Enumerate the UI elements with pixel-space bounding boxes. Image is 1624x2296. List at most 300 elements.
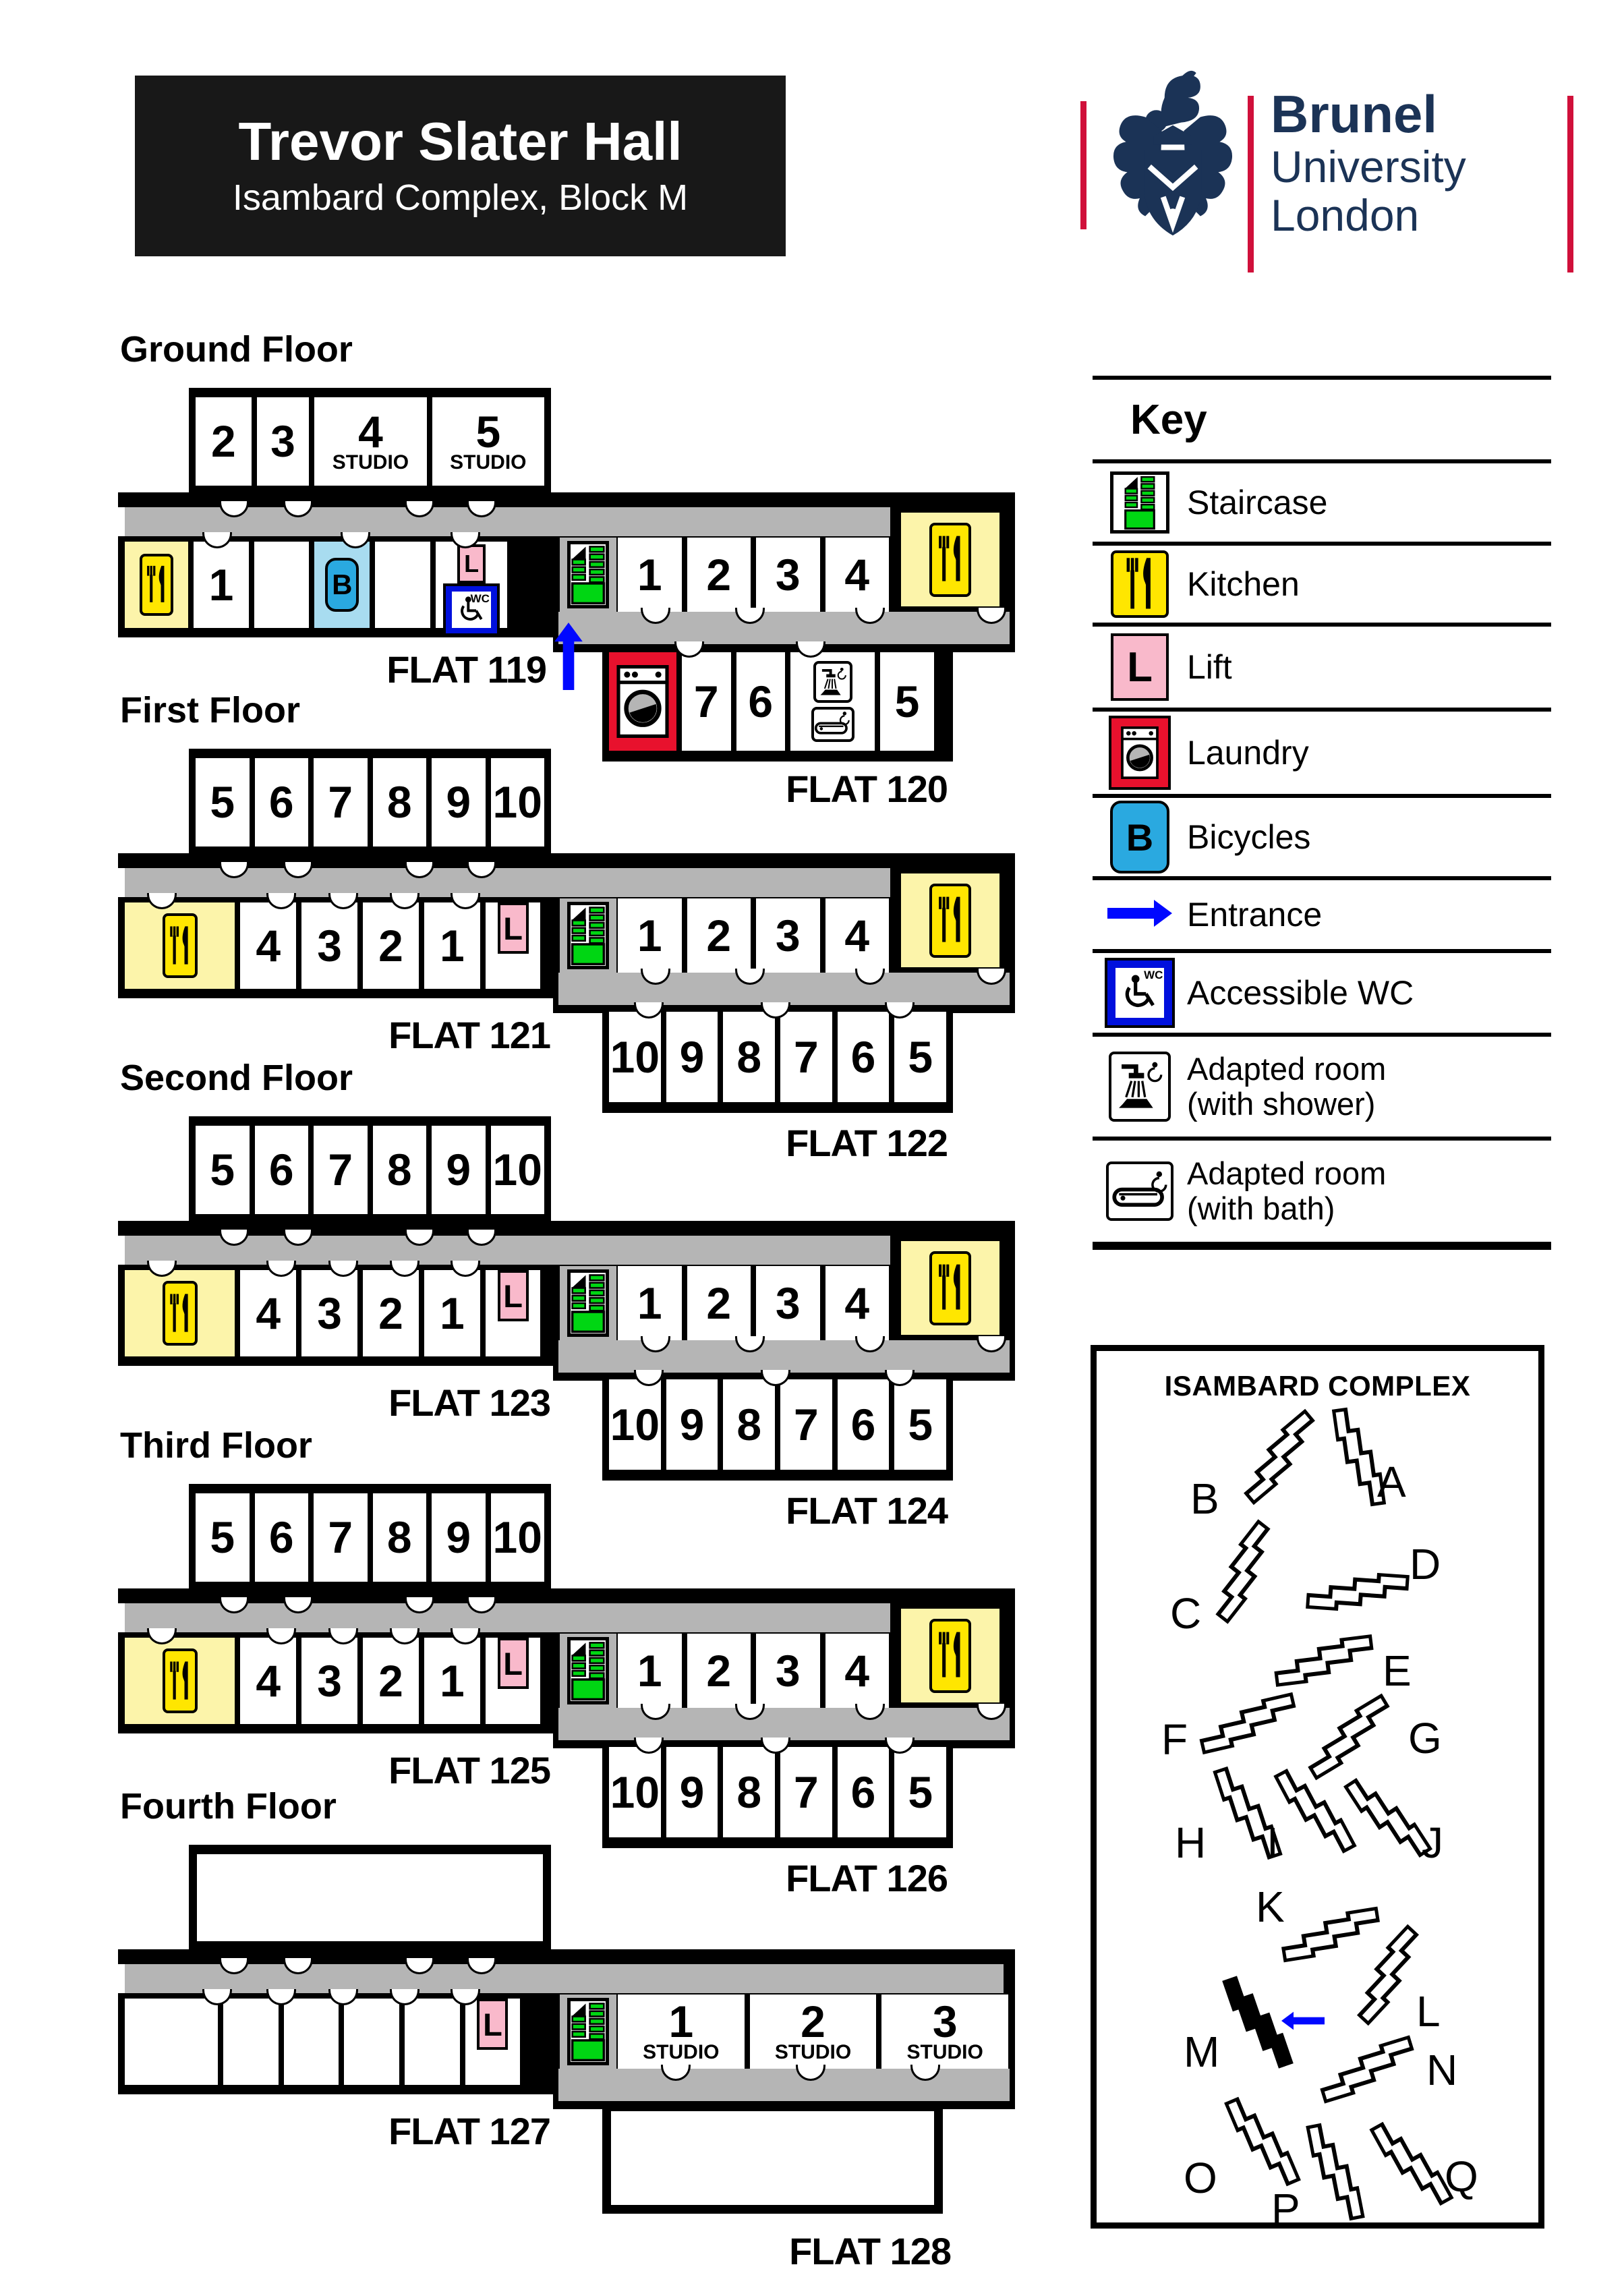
room-2 bbox=[750, 1994, 877, 2069]
wc-text: WC bbox=[1144, 968, 1163, 981]
room-type-label: STUDIO bbox=[332, 451, 409, 473]
room-number: 5 bbox=[210, 1512, 235, 1563]
room-number: 2 bbox=[706, 1278, 732, 1328]
room-6 bbox=[838, 1747, 890, 1837]
kitchen-icon bbox=[163, 1648, 198, 1713]
flat-label: FLAT 122 bbox=[786, 1122, 948, 1164]
lift-icon: L bbox=[477, 1999, 508, 2050]
staircase-icon bbox=[567, 1269, 609, 1337]
room-7 bbox=[780, 1379, 832, 1470]
room-number: 6 bbox=[748, 676, 774, 726]
key-label: Entrance bbox=[1187, 896, 1323, 934]
room-7 bbox=[780, 1747, 832, 1837]
map-building-label-F: F bbox=[1161, 1715, 1188, 1764]
kitchen-room bbox=[896, 868, 1005, 973]
map-building-label-J: J bbox=[1422, 1818, 1443, 1867]
room-4 bbox=[240, 1270, 296, 1356]
room-6 bbox=[255, 1126, 309, 1214]
room-4 bbox=[825, 538, 890, 612]
kitchen-icon bbox=[1111, 550, 1169, 618]
floor-label: Fourth Floor bbox=[120, 1786, 337, 1827]
room-number: 7 bbox=[793, 1399, 819, 1450]
room-7 bbox=[314, 1126, 368, 1214]
room-number: 7 bbox=[793, 1031, 819, 1082]
adapted-room bbox=[790, 652, 875, 751]
room-3 bbox=[756, 538, 820, 612]
room-1 bbox=[194, 542, 249, 628]
key-label: Adapted room (with shower) bbox=[1187, 1051, 1387, 1122]
room-2 bbox=[363, 1638, 419, 1724]
map-building-label-A: A bbox=[1377, 1458, 1406, 1506]
corridor bbox=[560, 507, 890, 536]
room-3 bbox=[301, 902, 357, 989]
lift-icon: L bbox=[1111, 633, 1169, 701]
key-row-adapted-bath bbox=[1093, 1141, 1551, 1250]
room-unnumbered bbox=[375, 542, 430, 628]
map-building-label-Q: Q bbox=[1445, 2152, 1478, 2201]
room-4 bbox=[825, 898, 890, 973]
kitchen-room bbox=[125, 902, 235, 989]
room-number: 8 bbox=[386, 777, 412, 828]
room-number: 6 bbox=[850, 1767, 876, 1817]
room-7 bbox=[682, 652, 731, 751]
flat-label: FLAT 125 bbox=[388, 1749, 550, 1791]
title-box bbox=[135, 76, 786, 256]
room-10 bbox=[491, 1126, 545, 1214]
lift-room bbox=[465, 1999, 521, 2085]
room-9 bbox=[432, 758, 486, 846]
room-3 bbox=[301, 1638, 357, 1724]
room-number: 5 bbox=[894, 676, 920, 726]
room-10 bbox=[609, 1379, 661, 1470]
lift-room bbox=[486, 1270, 541, 1356]
room-block bbox=[602, 645, 953, 762]
room-type-label: STUDIO bbox=[774, 2041, 852, 2064]
room-number: 3 bbox=[775, 910, 801, 960]
map-building-label-K: K bbox=[1256, 1883, 1285, 1931]
bicycles-icon: B bbox=[325, 558, 359, 612]
map-building-label-L: L bbox=[1416, 1987, 1441, 2036]
room-number: 1 bbox=[637, 910, 662, 960]
room-number: 4 bbox=[844, 1645, 870, 1696]
room-number: 8 bbox=[386, 1512, 412, 1563]
kitchen-room bbox=[125, 1638, 235, 1724]
room-number: 4 bbox=[256, 1655, 281, 1706]
corridor bbox=[558, 2069, 1010, 2101]
key-label: Accessible WC bbox=[1187, 974, 1414, 1012]
entrance-arrow-icon bbox=[1107, 899, 1172, 931]
map-building-label-I: I bbox=[1267, 1818, 1279, 1867]
key-row-kitchen bbox=[1093, 546, 1551, 627]
room-6 bbox=[255, 758, 309, 846]
washing-machine-icon bbox=[616, 665, 669, 738]
room-3 bbox=[301, 1270, 357, 1356]
room-6 bbox=[736, 652, 786, 751]
room-5 bbox=[196, 758, 250, 846]
room-number: 6 bbox=[268, 1145, 294, 1195]
lift-icon: L bbox=[498, 1270, 529, 1321]
room-block bbox=[189, 1845, 551, 1949]
kitchen-icon bbox=[929, 523, 971, 597]
room-5 bbox=[196, 1126, 250, 1214]
map-building-label-E: E bbox=[1383, 1646, 1412, 1695]
corridor bbox=[558, 973, 1010, 1005]
key-label: Bicycles bbox=[1187, 818, 1311, 856]
room-number: 5 bbox=[475, 406, 501, 457]
map-building-label-C: C bbox=[1170, 1589, 1202, 1638]
laundry-room bbox=[609, 652, 676, 751]
room-number: 5 bbox=[210, 1145, 235, 1195]
key-row-accessible-wc bbox=[1093, 953, 1551, 1037]
room-8 bbox=[723, 1747, 775, 1837]
room-number: 8 bbox=[386, 1145, 412, 1195]
lift-icon: L bbox=[457, 544, 486, 583]
room-10 bbox=[609, 1747, 661, 1837]
room-unnumbered bbox=[405, 1999, 460, 2085]
room-number: 5 bbox=[908, 1399, 933, 1450]
logo-wordmark bbox=[1271, 84, 1466, 240]
room-7 bbox=[780, 1012, 832, 1102]
room-7 bbox=[314, 1493, 368, 1582]
corridor bbox=[560, 868, 890, 897]
key-row-adapted-shower bbox=[1093, 1037, 1551, 1141]
staircase-icon bbox=[1110, 471, 1169, 534]
room-number: 10 bbox=[492, 777, 542, 828]
room-2 bbox=[687, 1266, 751, 1340]
room-1 bbox=[424, 1638, 480, 1724]
room-block bbox=[118, 1265, 555, 1366]
key-label: Kitchen bbox=[1187, 565, 1300, 603]
room-3 bbox=[257, 397, 310, 486]
room-number: 2 bbox=[378, 1288, 403, 1338]
floor-label: Third Floor bbox=[120, 1425, 312, 1466]
kitchen-room bbox=[896, 1236, 1005, 1340]
adapted-shower-icon bbox=[813, 661, 852, 703]
room-number: 3 bbox=[270, 416, 295, 467]
room-number: 2 bbox=[211, 416, 236, 467]
kitchen-icon bbox=[929, 1619, 971, 1693]
room-2 bbox=[196, 397, 252, 486]
map-building-label-P: P bbox=[1271, 2185, 1300, 2233]
key-label: Lift bbox=[1187, 648, 1232, 686]
room-block bbox=[618, 1266, 889, 1340]
room-number: 6 bbox=[850, 1399, 876, 1450]
flat-label: FLAT 120 bbox=[786, 768, 948, 810]
map-building-label-H: H bbox=[1175, 1818, 1207, 1867]
room-number: 7 bbox=[328, 1512, 353, 1563]
room-number: 1 bbox=[637, 1278, 662, 1328]
room-unnumbered bbox=[223, 1999, 279, 2085]
room-number: 1 bbox=[440, 1288, 465, 1338]
room-4 bbox=[314, 397, 426, 486]
room-block bbox=[189, 388, 551, 492]
kitchen-room bbox=[125, 1270, 235, 1356]
room-number: 4 bbox=[844, 1278, 870, 1328]
room-number: 4 bbox=[844, 910, 870, 960]
staircase-cell bbox=[560, 538, 616, 612]
lift-room bbox=[486, 902, 541, 989]
staircase-cell bbox=[560, 1994, 616, 2069]
map-building-label-G: G bbox=[1408, 1714, 1442, 1762]
room-2 bbox=[687, 1634, 751, 1708]
room-10 bbox=[491, 758, 545, 846]
room-number: 1 bbox=[637, 1645, 662, 1696]
kitchen-room bbox=[896, 1603, 1005, 1708]
room-block bbox=[118, 1993, 555, 2094]
room-block bbox=[118, 897, 555, 998]
room-1 bbox=[618, 1634, 682, 1708]
room-number: 6 bbox=[268, 777, 294, 828]
corridor bbox=[560, 1236, 890, 1265]
lift-icon: L bbox=[498, 1638, 529, 1689]
bicycles-room bbox=[314, 542, 370, 628]
room-block bbox=[618, 538, 889, 612]
room-block bbox=[189, 749, 551, 853]
wc-text: WC bbox=[470, 592, 490, 605]
map-building-label-M: M bbox=[1184, 2028, 1220, 2076]
room-4 bbox=[825, 1634, 890, 1708]
accessible-wc-icon bbox=[1105, 958, 1175, 1028]
room-10 bbox=[609, 1012, 661, 1102]
room-type-label: STUDIO bbox=[643, 2041, 720, 2064]
room-number: 4 bbox=[844, 549, 870, 600]
flat-label: FLAT 127 bbox=[388, 2110, 550, 2152]
room-5 bbox=[894, 1379, 946, 1470]
room-9 bbox=[432, 1126, 486, 1214]
staircase-icon bbox=[567, 902, 609, 969]
room-block bbox=[118, 536, 555, 637]
room-number: 1 bbox=[440, 920, 465, 971]
kitchen-room bbox=[125, 542, 188, 628]
room-6 bbox=[838, 1012, 890, 1102]
adapted-bath-icon bbox=[811, 707, 854, 742]
room-number: 3 bbox=[775, 1645, 801, 1696]
room-3 bbox=[756, 1634, 820, 1708]
room-number: 9 bbox=[679, 1031, 705, 1082]
kitchen-room bbox=[896, 507, 1005, 612]
room-9 bbox=[432, 1493, 486, 1582]
key-row-bicycles bbox=[1093, 798, 1551, 880]
room-number: 7 bbox=[793, 1767, 819, 1817]
room-number: 8 bbox=[736, 1399, 762, 1450]
laundry-icon bbox=[1109, 716, 1171, 790]
room-6 bbox=[255, 1493, 309, 1582]
room-number: 8 bbox=[736, 1767, 762, 1817]
room-number: 10 bbox=[492, 1512, 542, 1563]
room-2 bbox=[363, 902, 419, 989]
room-2 bbox=[363, 1270, 419, 1356]
entrance-arrow bbox=[554, 623, 583, 693]
room-block bbox=[189, 1484, 551, 1588]
room-number: 6 bbox=[850, 1031, 876, 1082]
kitchen-icon bbox=[163, 1281, 198, 1346]
room-1 bbox=[424, 1270, 480, 1356]
room-number: 7 bbox=[328, 1145, 353, 1195]
room-8 bbox=[723, 1379, 775, 1470]
room-block bbox=[189, 1116, 551, 1221]
accessible-wc-icon bbox=[443, 583, 500, 636]
room-unnumbered bbox=[284, 1999, 339, 2085]
room-number: 10 bbox=[610, 1031, 660, 1082]
room-number: 8 bbox=[736, 1031, 762, 1082]
room-block bbox=[618, 898, 889, 973]
floor-label: First Floor bbox=[120, 690, 300, 730]
adapted-bath-icon bbox=[1106, 1161, 1173, 1221]
room-9 bbox=[666, 1747, 718, 1837]
staircase-cell bbox=[560, 898, 616, 973]
room-9 bbox=[666, 1379, 718, 1470]
room-number: 3 bbox=[317, 1655, 342, 1706]
room-number: 5 bbox=[908, 1031, 933, 1082]
logo-red-bar-right bbox=[1567, 96, 1573, 272]
room-1 bbox=[618, 1994, 745, 2069]
room-number: 3 bbox=[775, 549, 801, 600]
bicycles-icon: B bbox=[1110, 801, 1169, 873]
room-number: 9 bbox=[446, 1512, 471, 1563]
flat-label: FLAT 119 bbox=[386, 648, 546, 691]
room-7 bbox=[314, 758, 368, 846]
map-building-label-B: B bbox=[1190, 1474, 1219, 1523]
staircase-cell bbox=[560, 1634, 616, 1708]
room-number: 2 bbox=[378, 920, 403, 971]
room-4 bbox=[825, 1266, 890, 1340]
room-number: 2 bbox=[706, 1645, 732, 1696]
room-6 bbox=[838, 1379, 890, 1470]
room-number: 10 bbox=[610, 1399, 660, 1450]
room-unnumbered bbox=[344, 1999, 399, 2085]
room-number: 9 bbox=[679, 1767, 705, 1817]
room-number: 9 bbox=[679, 1399, 705, 1450]
room-type-label: STUDIO bbox=[906, 2041, 983, 2064]
staircase-icon bbox=[567, 1998, 609, 2065]
kitchen-icon bbox=[929, 884, 971, 958]
staircase-icon bbox=[567, 541, 609, 608]
room-number: 4 bbox=[256, 920, 281, 971]
room-9 bbox=[666, 1012, 718, 1102]
map-building-label-O: O bbox=[1184, 2154, 1217, 2202]
room-number: 1 bbox=[208, 559, 234, 610]
room-block bbox=[602, 1374, 953, 1481]
kitchen-icon bbox=[140, 554, 173, 616]
room-2 bbox=[687, 538, 751, 612]
lift-icon: L bbox=[498, 902, 529, 954]
room-2 bbox=[687, 898, 751, 973]
room-1 bbox=[424, 902, 480, 989]
adapted-shower-icon bbox=[1109, 1052, 1171, 1122]
page-subtitle: Isambard Complex, Block M bbox=[232, 177, 689, 218]
kitchen-icon bbox=[929, 1251, 971, 1325]
room-unnumbered bbox=[197, 1854, 543, 1941]
corridor bbox=[558, 1340, 1010, 1373]
flat-label: FLAT 128 bbox=[789, 2230, 951, 2272]
room-number: 3 bbox=[932, 1997, 958, 2047]
washing-machine-icon bbox=[1121, 726, 1159, 779]
corridor bbox=[560, 1603, 890, 1632]
key-row-entrance bbox=[1093, 880, 1551, 953]
staircase-cell bbox=[560, 1266, 616, 1340]
corridor bbox=[558, 1708, 1010, 1740]
room-1 bbox=[618, 538, 682, 612]
room-5 bbox=[196, 1493, 250, 1582]
key-row-staircase bbox=[1093, 463, 1551, 546]
flat-label: FLAT 123 bbox=[388, 1381, 550, 1424]
kitchen-icon bbox=[163, 913, 198, 978]
room-number: 4 bbox=[358, 406, 383, 457]
room-number: 3 bbox=[317, 1288, 342, 1338]
staircase-icon bbox=[567, 1637, 609, 1704]
room-unnumbered bbox=[254, 542, 310, 628]
room-number: 2 bbox=[378, 1655, 403, 1706]
logo-line-university: University bbox=[1271, 142, 1466, 192]
room-1 bbox=[618, 898, 682, 973]
map-building-D bbox=[1306, 1568, 1410, 1615]
room-block bbox=[618, 1634, 889, 1708]
room-number: 3 bbox=[775, 1278, 801, 1328]
room-1 bbox=[618, 1266, 682, 1340]
room-3 bbox=[881, 1994, 1008, 2069]
room-4 bbox=[240, 1638, 296, 1724]
map-building-label-N: N bbox=[1426, 2046, 1458, 2094]
room-block bbox=[602, 1742, 953, 1848]
room-5 bbox=[432, 397, 544, 486]
key-label: Staircase bbox=[1187, 484, 1328, 521]
room-5 bbox=[880, 652, 934, 751]
room-10 bbox=[491, 1493, 545, 1582]
key-label: Adapted room (with bath) bbox=[1187, 1155, 1387, 1226]
room-4 bbox=[240, 902, 296, 989]
key-row-lift bbox=[1093, 627, 1551, 712]
room-number: 3 bbox=[317, 920, 342, 971]
room-3 bbox=[756, 898, 820, 973]
logo-red-bar-mid bbox=[1248, 96, 1254, 272]
room-unnumbered bbox=[125, 1999, 218, 2085]
room-block bbox=[118, 1632, 555, 1733]
logo-line-brunel: Brunel bbox=[1271, 84, 1438, 144]
room-number: 5 bbox=[908, 1767, 933, 1817]
corridor bbox=[560, 1964, 1004, 1993]
room-number: 4 bbox=[256, 1288, 281, 1338]
key-label: Laundry bbox=[1187, 734, 1309, 772]
room-block bbox=[602, 1006, 953, 1113]
room-number: 6 bbox=[268, 1512, 294, 1563]
room-block bbox=[618, 1994, 1008, 2069]
key-row-laundry bbox=[1093, 712, 1551, 798]
room-number: 1 bbox=[440, 1655, 465, 1706]
lift-and-wc-room bbox=[436, 542, 508, 628]
room-number: 9 bbox=[446, 777, 471, 828]
room-number: 2 bbox=[801, 1997, 825, 2047]
room-number: 10 bbox=[610, 1767, 660, 1817]
key-heading: Key bbox=[1093, 380, 1551, 463]
brunel-crest-icon bbox=[1103, 70, 1242, 263]
key-legend bbox=[1093, 376, 1551, 1250]
flat-label: FLAT 121 bbox=[388, 1014, 550, 1056]
room-number: 2 bbox=[706, 549, 732, 600]
room-number: 10 bbox=[492, 1145, 542, 1195]
flat-label: FLAT 126 bbox=[786, 1857, 948, 1899]
room-number: 1 bbox=[637, 549, 662, 600]
room-number: 1 bbox=[668, 1997, 694, 2047]
room-5 bbox=[894, 1012, 946, 1102]
logo-line-london: London bbox=[1271, 190, 1420, 240]
room-number: 7 bbox=[328, 777, 353, 828]
room-number: 5 bbox=[210, 777, 235, 828]
page-title: Trevor Slater Hall bbox=[238, 111, 683, 171]
room-3 bbox=[756, 1266, 820, 1340]
floor-label: Second Floor bbox=[120, 1058, 353, 1098]
map-title: ISAMBARD COMPLEX bbox=[1164, 1370, 1471, 1402]
room-number: 2 bbox=[706, 910, 732, 960]
